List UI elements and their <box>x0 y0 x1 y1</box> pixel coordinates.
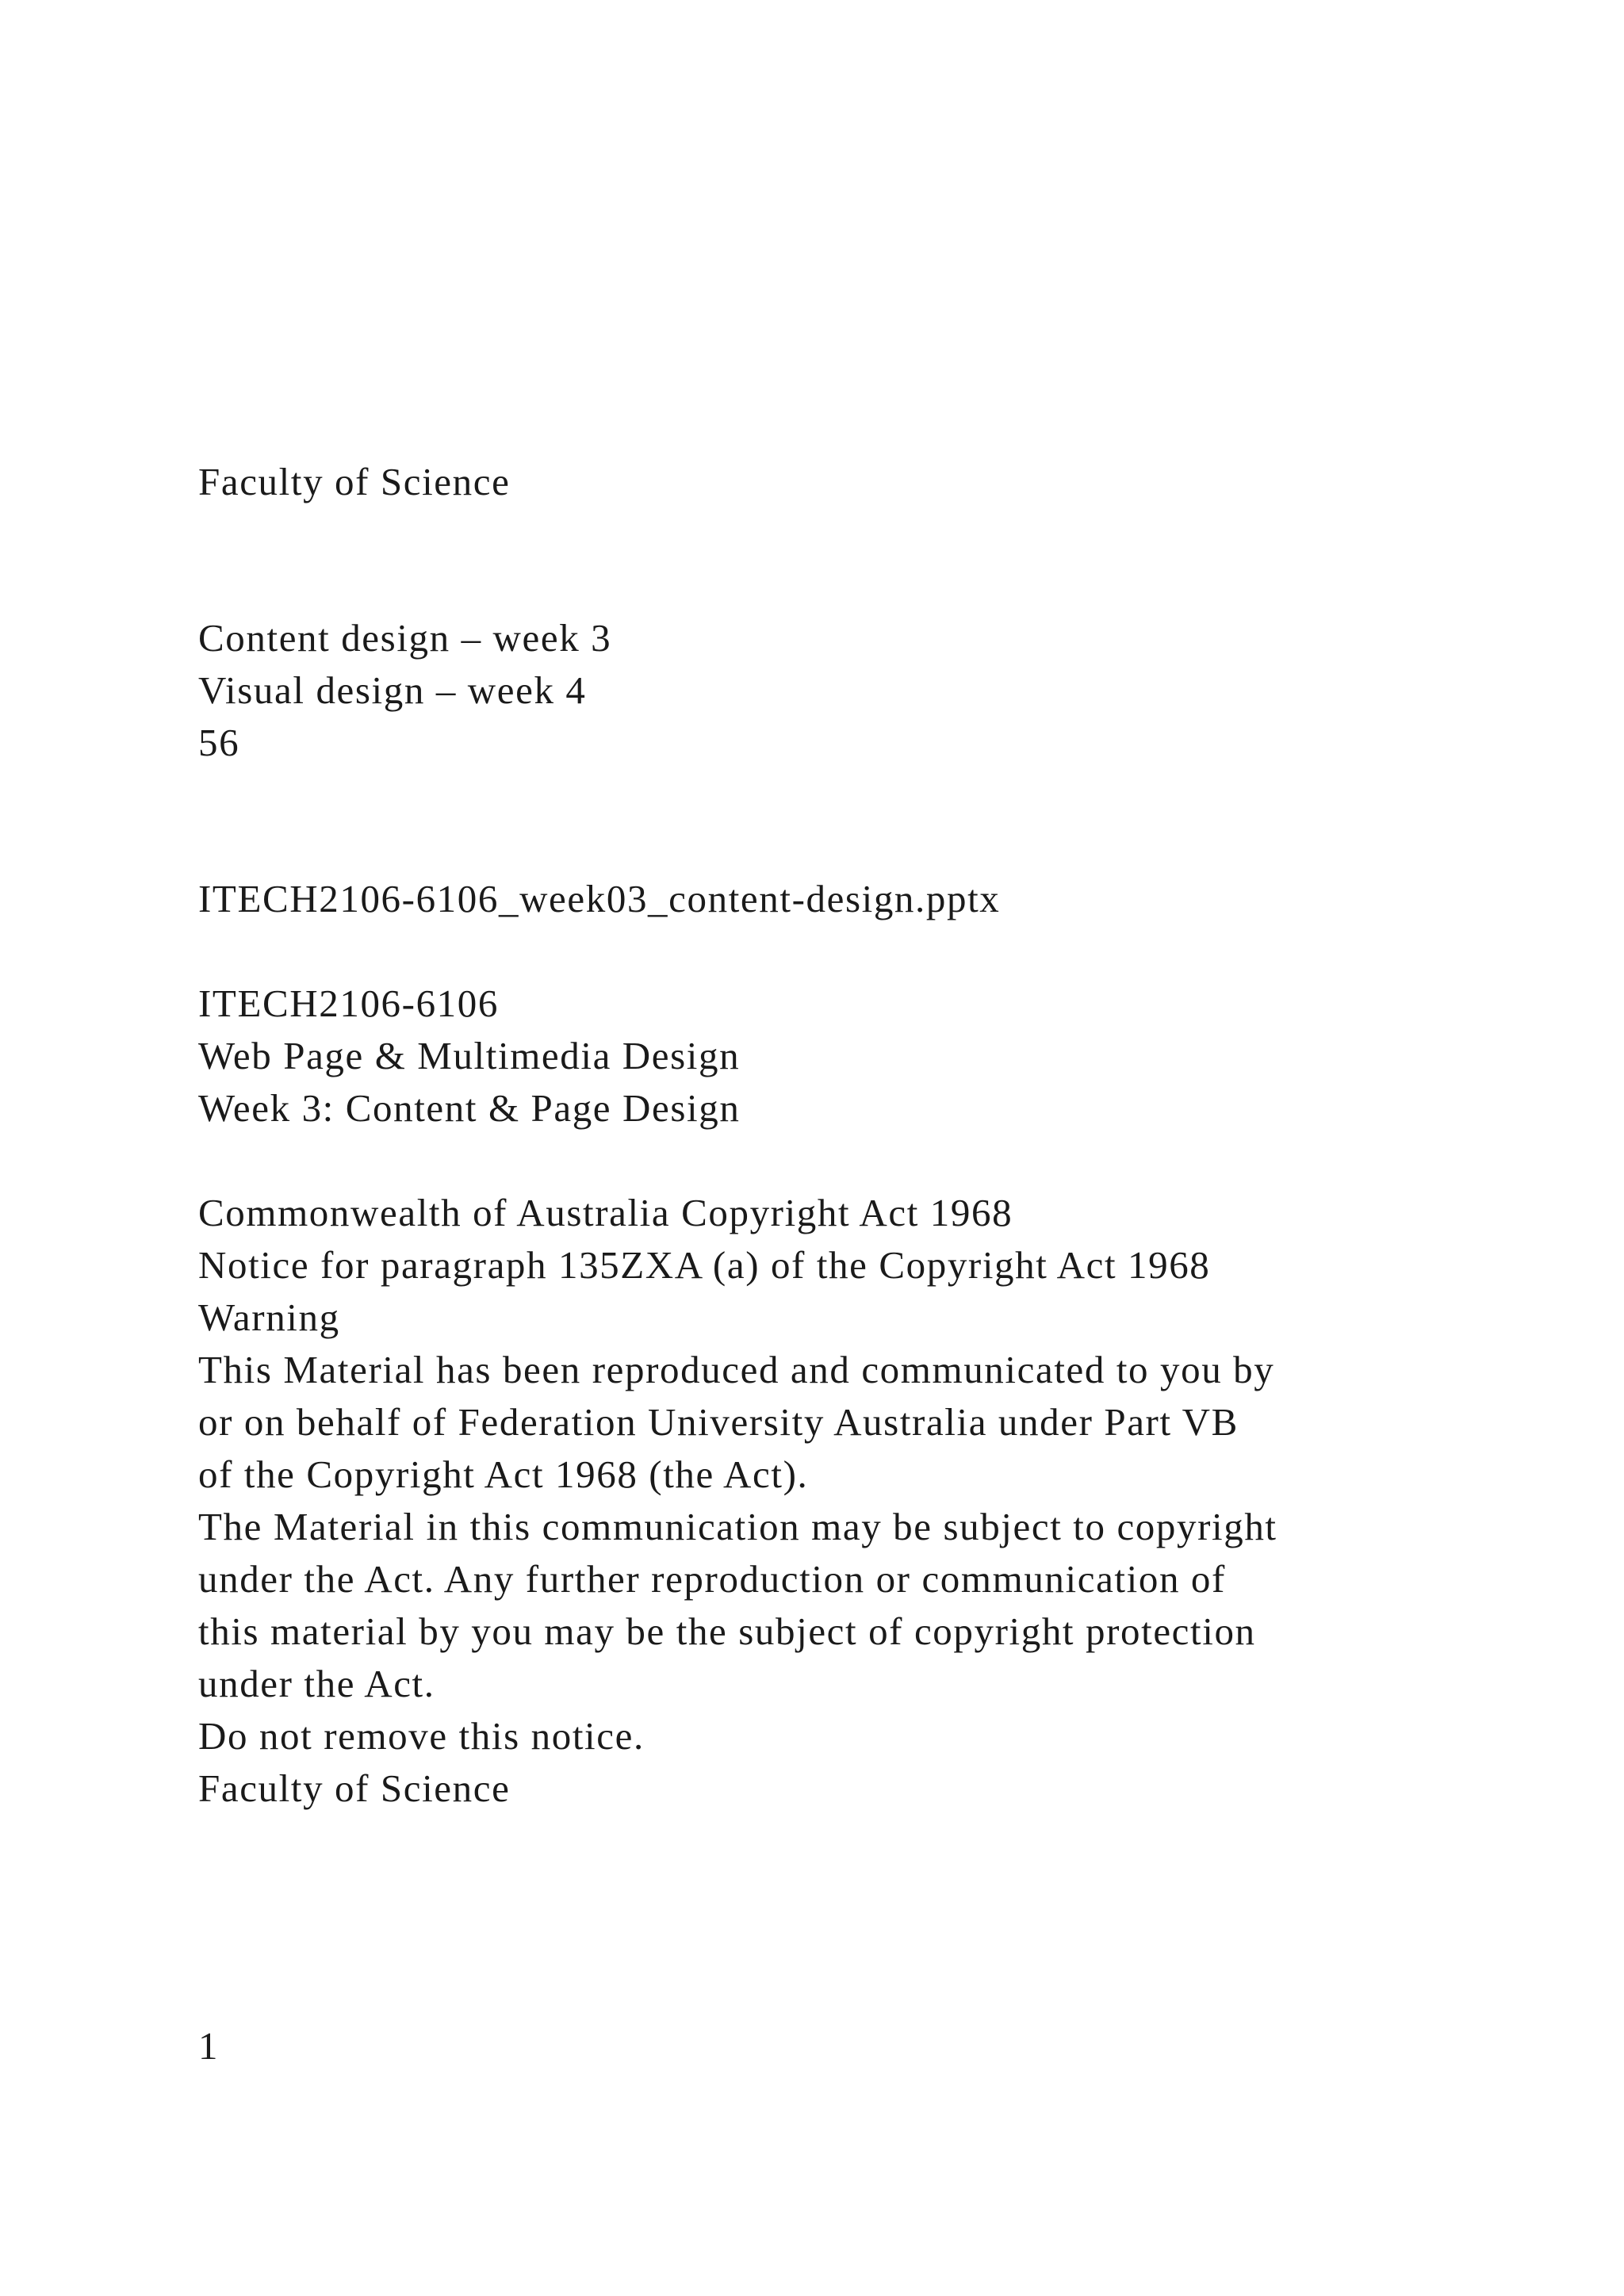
copyright-notice-line: Notice for paragraph 135ZXA (a) of the Copyright Act 1968 <box>198 1243 1211 1287</box>
page-number: 1 <box>198 2024 218 2068</box>
copyright-para2-line: under the Act. <box>198 1662 435 1705</box>
course-week-title: Week 3: Content & Page Design <box>198 1086 741 1130</box>
schedule-line-content-design: Content design – week 3 <box>198 616 612 660</box>
copyright-warning: Warning <box>198 1295 340 1339</box>
course-name: Web Page & Multimedia Design <box>198 1034 741 1077</box>
faculty-header: Faculty of Science <box>198 460 511 503</box>
source-filename: ITECH2106-6106_week03_content-design.pptx <box>198 877 1001 920</box>
copyright-para1-line: or on behalf of Federation University Australia under Part VB <box>198 1400 1239 1444</box>
schedule-number: 56 <box>198 721 240 764</box>
copyright-para2-line: this material by you may be the subject of copyright protection <box>198 1609 1256 1653</box>
faculty-footer: Faculty of Science <box>198 1766 511 1810</box>
copyright-para1-line: of the Copyright Act 1968 (the Act). <box>198 1452 809 1496</box>
copyright-para2-line: The Material in this communication may be subject to copyright <box>198 1505 1277 1548</box>
copyright-para1-line: This Material has been reproduced and communicated to you by <box>198 1348 1275 1391</box>
copyright-title: Commonwealth of Australia Copyright Act 1968 <box>198 1191 1013 1234</box>
course-code: ITECH2106-6106 <box>198 982 499 1025</box>
copyright-para2-line: under the Act. Any further reproduction or communication of <box>198 1557 1226 1601</box>
copyright-closing: Do not remove this notice. <box>198 1714 645 1758</box>
schedule-line-visual-design: Visual design – week 4 <box>198 668 587 712</box>
